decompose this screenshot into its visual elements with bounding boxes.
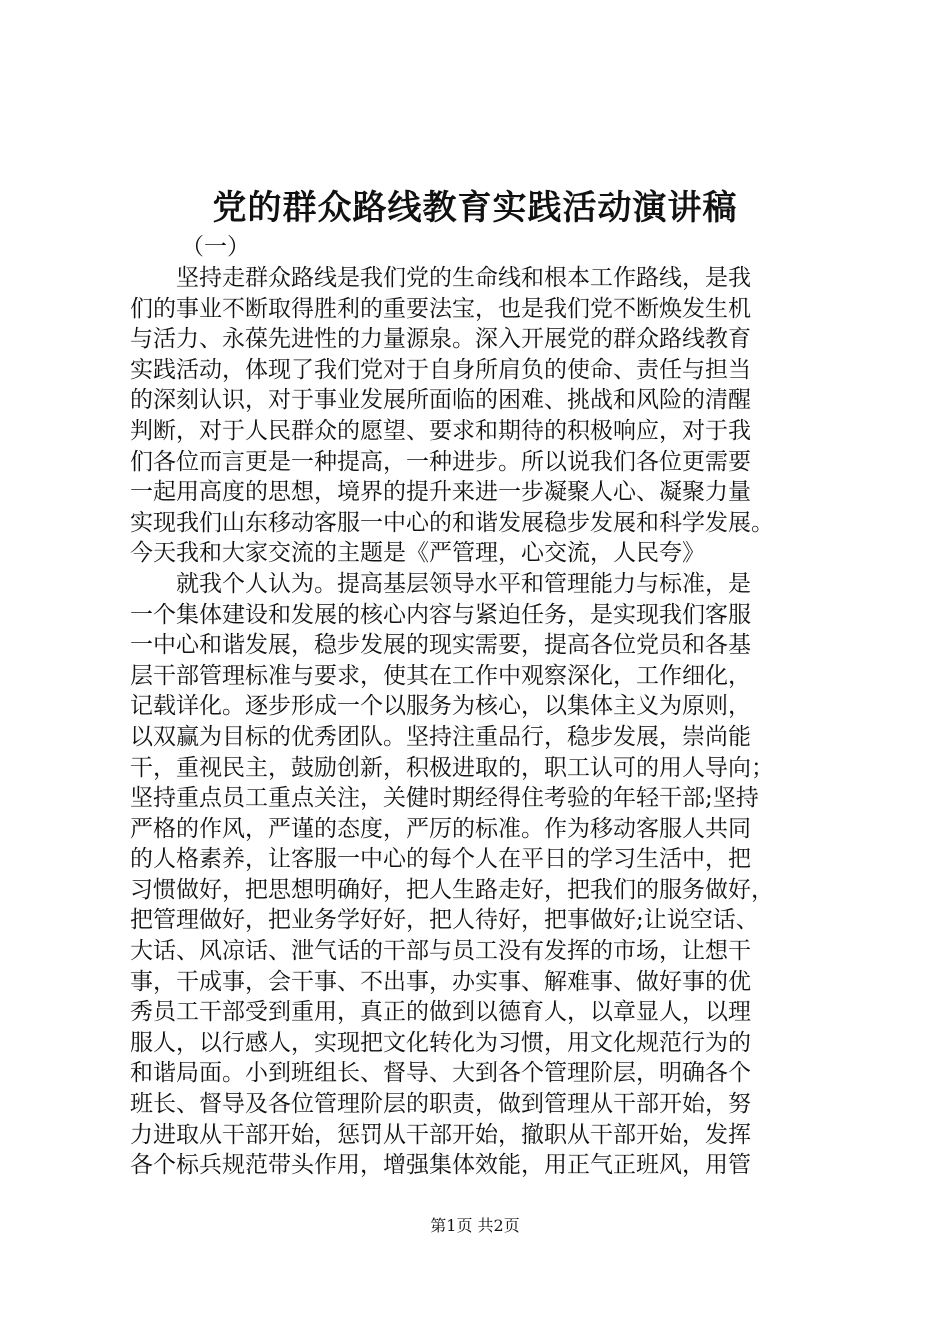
body-line: 们的事业不断取得胜利的重要法宝，也是我们党不断焕发生机 bbox=[130, 295, 751, 322]
body-line: 实践活动，体现了我们党对于自身所肩负的使命、责任与担当 bbox=[130, 356, 751, 383]
body-line: 服人，以行感人，实现把文化转化为习惯，用文化规范行为的 bbox=[130, 1029, 751, 1056]
document-title: 党的群众路线教育实践活动演讲稿 bbox=[212, 188, 738, 228]
body-line: 把管理做好，把业务学好好，把人待好，把事做好;让说空话、 bbox=[130, 907, 759, 934]
body-line: 和谐局面。小到班组长、督导、大到各个管理阶层，明确各个 bbox=[130, 1060, 751, 1087]
body-line: 干，重视民主，鼓励创新，积极进取的，职工认可的用人导向； bbox=[130, 754, 774, 781]
body-line: 层干部管理标准与要求，使其在工作中观察深化，工作细化， bbox=[130, 662, 751, 689]
body-line: 今天我和大家交流的主题是《严管理，心交流，人民夸》 bbox=[130, 540, 705, 567]
body-line: 的人格素养，让客服一中心的每个人在平日的学习生活中，把 bbox=[130, 846, 751, 873]
body-line: 记载详化。逐步形成一个以服务为核心，以集体主义为原则， bbox=[130, 693, 751, 720]
body-line: 与活力、永葆先进性的力量源泉。深入开展党的群众路线教育 bbox=[130, 326, 751, 353]
body-line: 实现我们山东移动客服一中心的和谐发展稳步发展和科学发展。 bbox=[130, 509, 774, 536]
body-line: 秀员工干部受到重用，真正的做到以德育人，以章显人，以理 bbox=[130, 999, 751, 1026]
body-line: 一中心和谐发展，稳步发展的现实需要，提高各位党员和各基 bbox=[130, 632, 751, 659]
body-line: 事，干成事，会干事、不出事，办实事、解难事、做好事的优 bbox=[130, 968, 751, 995]
document-body bbox=[130, 263, 836, 1181]
body-line: 严格的作风，严谨的态度，严厉的标准。作为移动客服人共同 bbox=[130, 815, 751, 842]
body-line: 一起用高度的思想，境界的提升来进一步凝聚人心、凝聚力量 bbox=[130, 479, 751, 506]
body-line: 班长、督导及各位管理阶层的职责，做到管理从干部开始，努 bbox=[130, 1091, 751, 1118]
section-marker: （一） bbox=[181, 234, 250, 260]
body-line: 就我个人认为。提高基层领导水平和管理能力与标准，是 bbox=[130, 570, 751, 597]
page-footer: 第1页 共2页 bbox=[430, 1216, 520, 1235]
body-line: 各个标兵规范带头作用，增强集体效能，用正气正班风，用管 bbox=[130, 1152, 751, 1179]
body-line: 坚持重点员工重点关注，关健时期经得住考验的年轻干部;坚持 bbox=[130, 785, 759, 812]
body-line: 坚持走群众路线是我们党的生命线和根本工作路线，是我 bbox=[130, 265, 751, 291]
body-line: 习惯做好，把思想明确好，把人生路走好，把我们的服务做好， bbox=[130, 876, 774, 903]
body-line: 以双赢为目标的优秀团队。坚持注重品行，稳步发展，崇尚能 bbox=[130, 723, 751, 750]
body-line: 判断，对于人民群众的愿望、要求和期待的积极响应，对于我 bbox=[130, 417, 751, 444]
body-line: 一个集体建设和发展的核心内容与紧迫任务，是实现我们客服 bbox=[130, 601, 751, 628]
body-line: 的深刻认识，对于事业发展所面临的困难、挑战和风险的清醒 bbox=[130, 387, 751, 414]
body-line: 大话、风凉话、泄气话的干部与员工没有发挥的市场，让想干 bbox=[130, 938, 751, 965]
body-line: 们各位而言更是一种提高，一种进步。所以说我们各位更需要 bbox=[130, 448, 751, 475]
body-line: 力进取从干部开始，惩罚从干部开始，撤职从干部开始，发挥 bbox=[130, 1121, 751, 1148]
